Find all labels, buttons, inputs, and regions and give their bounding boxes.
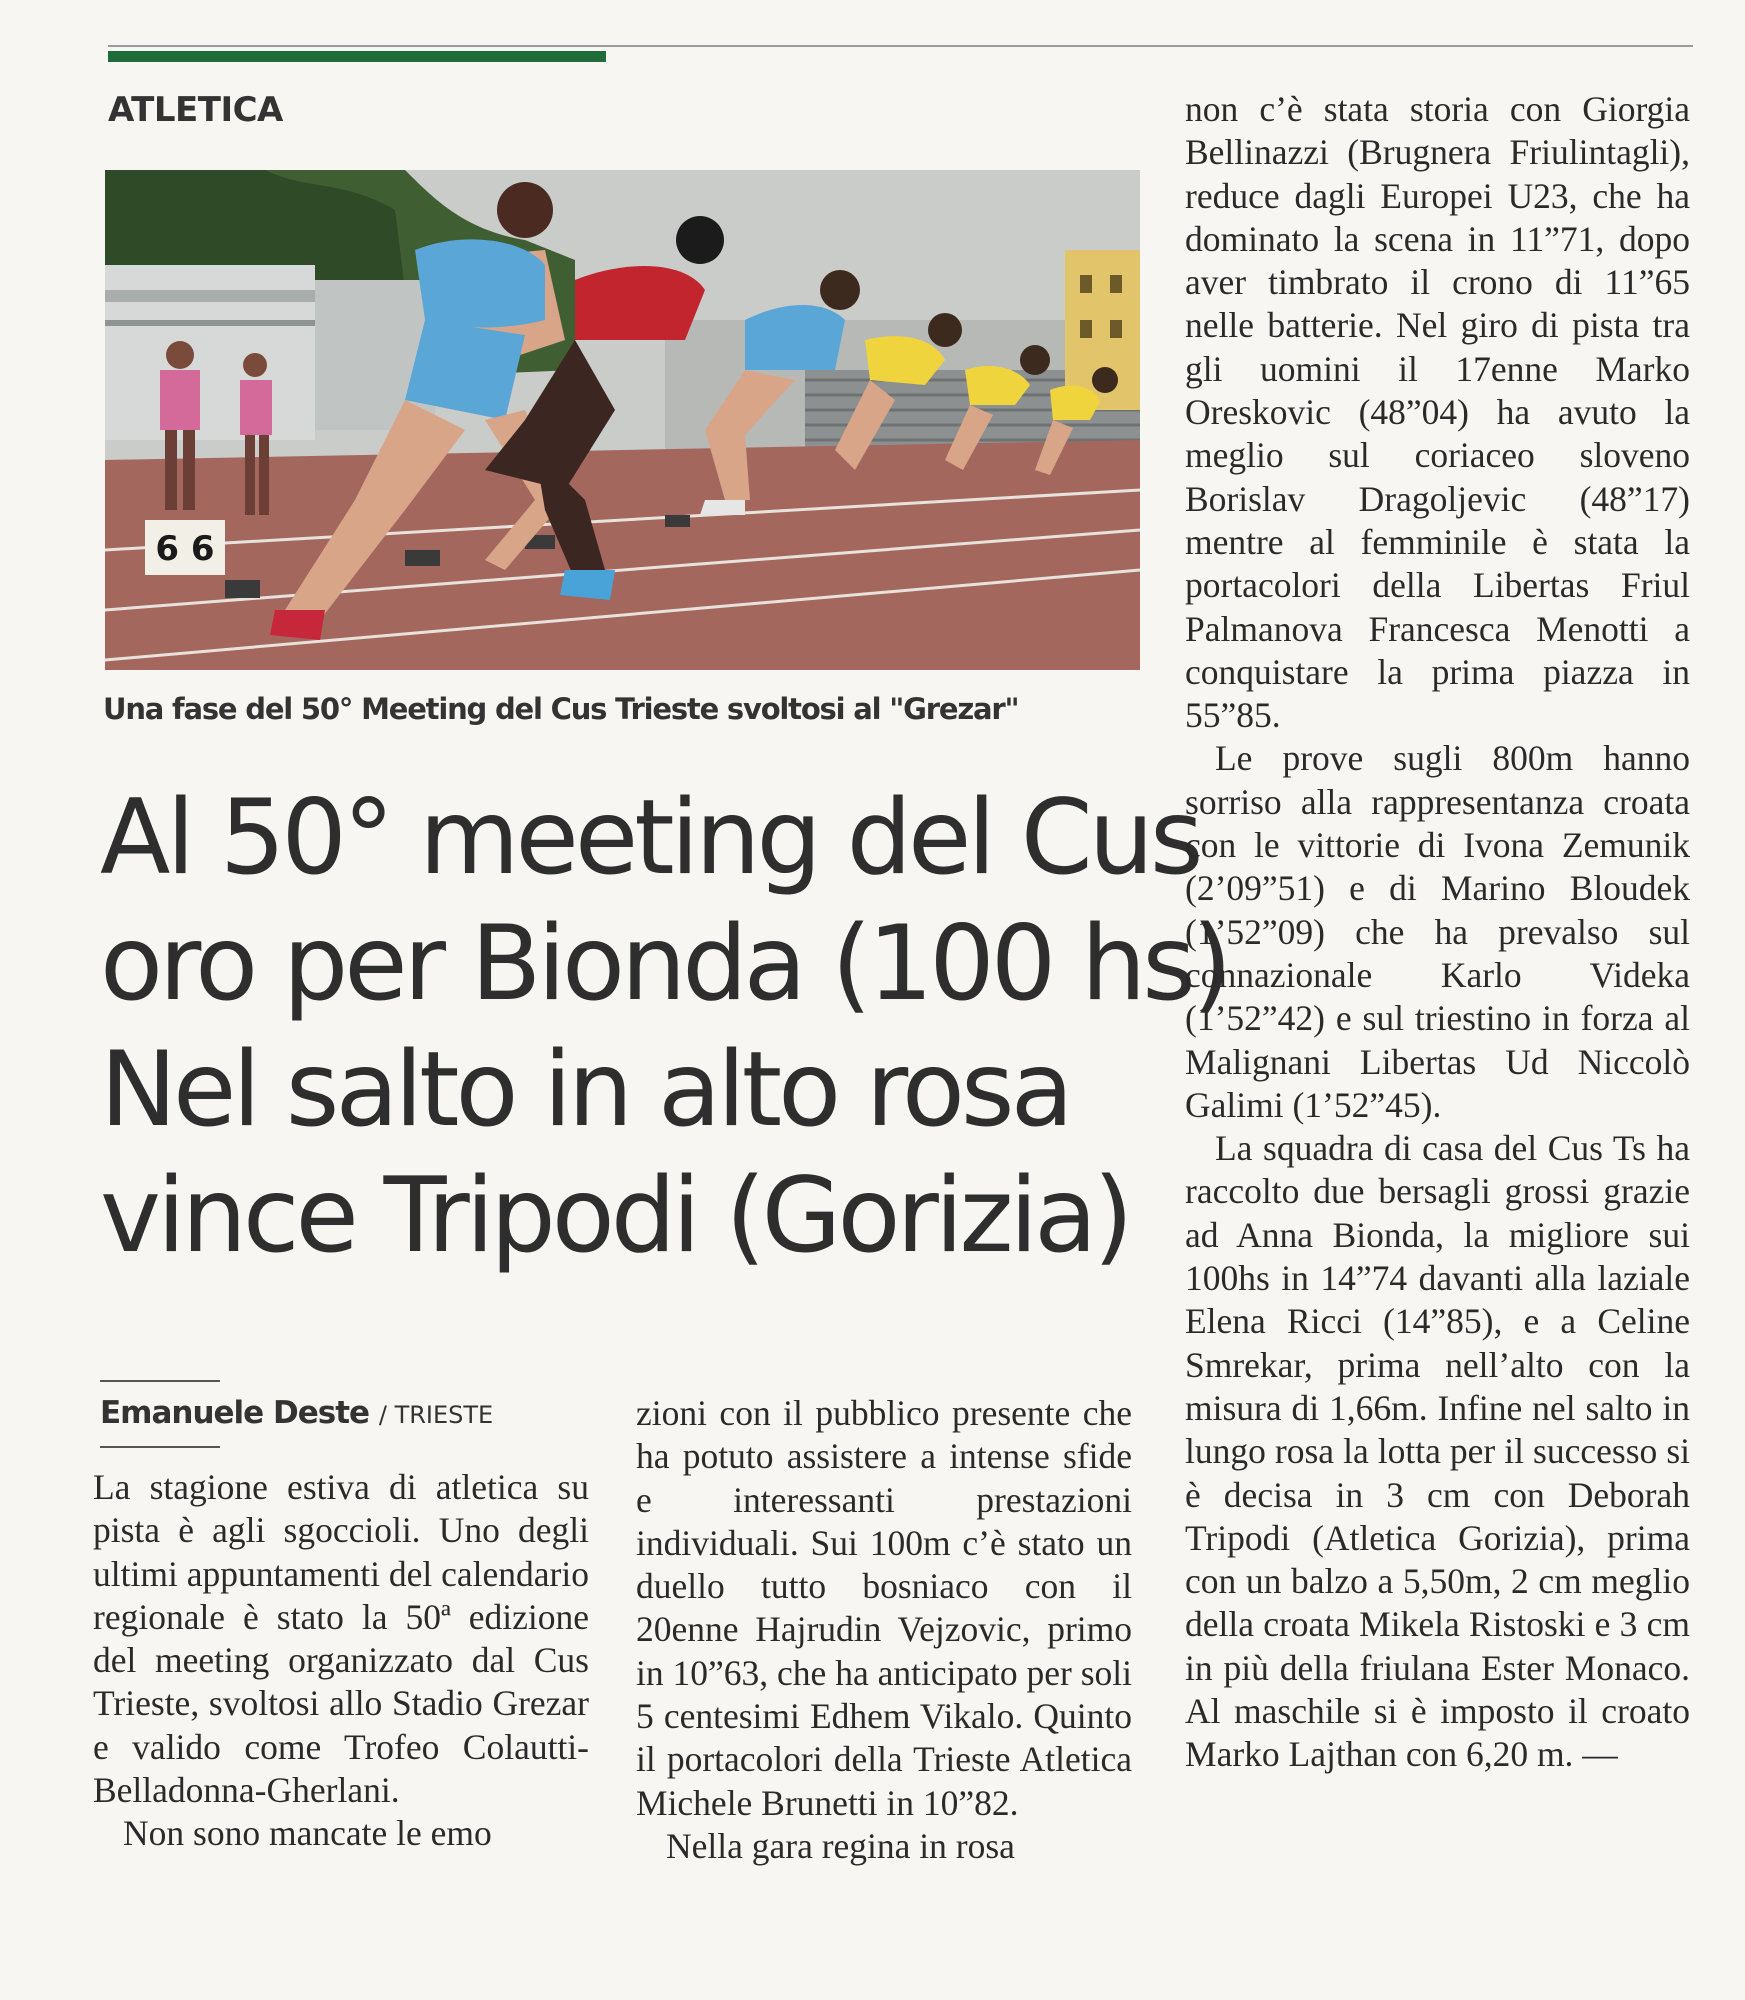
article-column-3: [1185, 88, 1690, 1777]
section-label: ATLETICA: [108, 90, 283, 130]
article-paragraph-3-start: Nella gara regina in rosa: [666, 1825, 1015, 1866]
race-start-photo: [105, 170, 1140, 670]
article-paragraph-4: Le prove sugli 800m hanno sorriso alla rappresentanza croata con le vittorie di Ivona Zemunik (2’09”51) e di Marino Bloudek (1’52”09) che ha prevalso sul connazionale Karlo Videka (1’52”42) e sul triestino in forza al Malignani Libertas Ud Niccolò Galimi (1’52”45).: [1185, 738, 1690, 1125]
byline: [100, 1395, 493, 1431]
headline-line-3: Nel salto in alto rosa: [100, 1030, 1070, 1150]
headline-line-1: Al 50° meeting del Cus: [100, 778, 1200, 898]
byline-rule-top: [100, 1380, 220, 1382]
article-column-1: [93, 1466, 589, 1856]
headline-line-4: vince Tripodi (Gorizia): [100, 1156, 1130, 1276]
lane-number-board: 6 6: [155, 529, 215, 569]
article-column-2: [636, 1392, 1132, 1868]
article-paragraph-2-start: Non sono mancate le emo: [123, 1813, 492, 1854]
byline-author: Emanuele Deste: [100, 1395, 370, 1431]
headline-line-2: oro per Bionda (100 hs): [100, 904, 1229, 1024]
photo-caption: Una fase del 50° Meeting del Cus Trieste svoltosi al "Grezar": [103, 692, 1019, 726]
article-paragraph-5: La squadra di casa del Cus Ts ha raccolto due bersagli grossi grazie ad Anna Bionda, la migliore sui 100hs in 14”74 davanti alla laziale Elena Ricci (14”85), e a Celine Smrekar, prima nell’alto con la misura di 1,66m. Infine nel salto in lungo rosa la lotta per il successo si è decisa in 3 cm con Deborah Tripodi (Atletica Gorizia), prima con un balzo a 5,50m, 2 cm meglio della croata Mikela Ristoski e 3 cm in più della friulana Ester Monaco. Al maschile si è imposto il croato Marko Lajthan con 6,20 m. —: [1185, 1128, 1690, 1775]
byline-location: / TRIESTE: [378, 1401, 494, 1429]
article-paragraph-3-continued: non c’è stata storia con Giorgia Bellinazzi (Brugnera Friulintagli), reduce dagli Europei U23, che ha dominato la scena in 11”71, dopo aver timbrato il crono di 11”65 nelle batterie. Nel giro di pista tra gli uomini il 17enne Marko Oreskovic (48”04) ha avuto la meglio sul coriaceo sloveno Borislav Dragoljevic (48”17) mentre al femminile è stata la portacolori della Libertas Friul Palmanova Francesca Menotti a conquistare la prima piazza in 55”85.: [1185, 89, 1690, 736]
headline: [100, 775, 1229, 1279]
article-paragraph-1: La stagione estiva di atletica su pista è agli sgoccioli. Uno degli ultimi appuntamenti del calendario regionale è stato la 50ª edizione del meeting organizzato dal Cus Trieste, svoltosi allo Stadio Grezar e valido come Trofeo Colautti-Belladonna-Gherlani.: [93, 1467, 589, 1811]
section-accent-bar: [108, 51, 606, 62]
article-paragraph-2-continued: zioni con il pubblico presente che ha potuto assistere a intense sfide e interessanti prestazioni individuali. Sui 100m c’è stato un duello tutto bosniaco con il 20enne Hajrudin Vejzovic, primo in 10”63, che ha anticipato per soli 5 centesimi Edhem Vikalo. Quinto il portacolori della Trieste Atletica Michele Brunetti in 10”82.: [636, 1393, 1132, 1823]
top-rule: [108, 45, 1693, 47]
byline-rule-bottom: [100, 1446, 220, 1448]
